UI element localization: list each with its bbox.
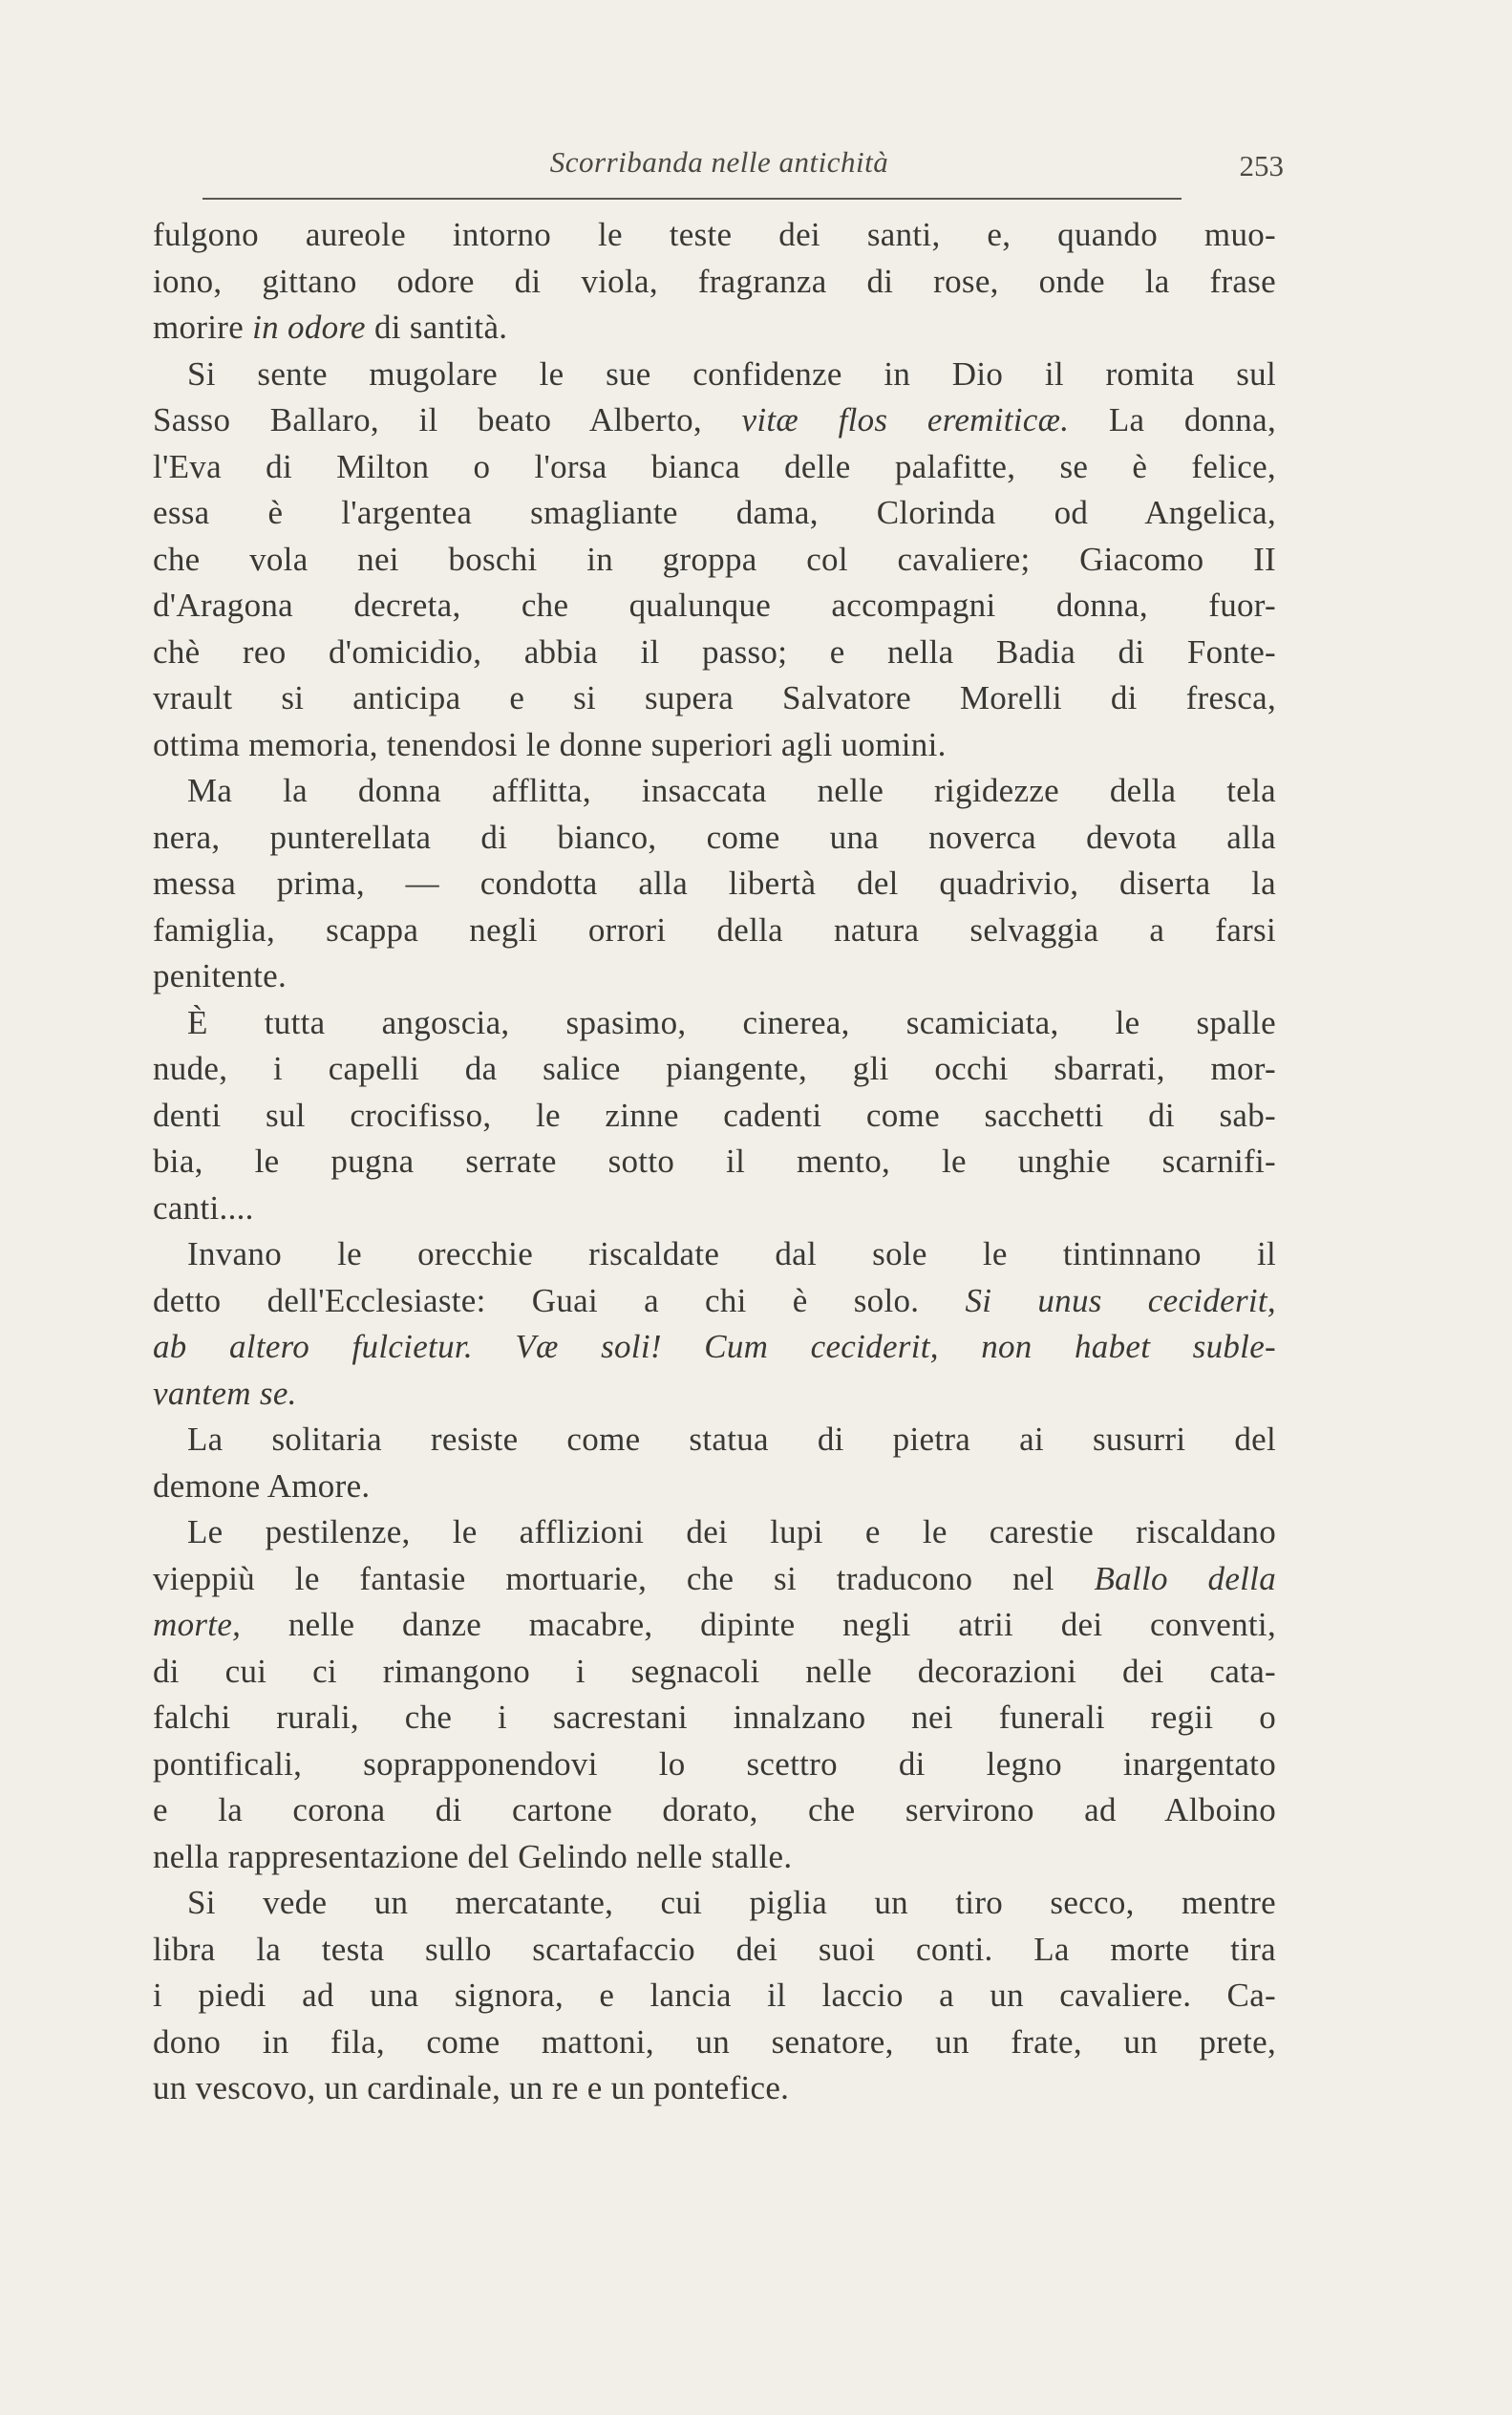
text-line: La solitaria resiste come statua di pietra ai susurri del <box>187 1421 1276 1458</box>
text-line: Si sente mugolare le sue confidenze in Dio il romita sul <box>187 354 1276 393</box>
text-line: falchi rurali, che i sacrestani innalzano nei funerali regii o <box>153 1699 1276 1736</box>
text-line <box>153 1556 1276 1603</box>
body-text <box>153 212 1276 2112</box>
italic-segment: vitæ flos eremiticæ. <box>741 401 1070 438</box>
text-segment: detto dell'Ecclesiaste: Guai a chi è solo. <box>153 1281 966 1319</box>
running-head <box>155 143 1284 182</box>
text-line <box>153 1371 1276 1418</box>
text-line: penitente. <box>153 957 287 994</box>
text-line: d'Aragona decreta, che qualunque accompagni donna, fuor- <box>153 587 1276 624</box>
text-line: essa è l'argentea smagliante dama, Clorinda od Angelica, <box>153 494 1276 531</box>
text-segment: nelle danze macabre, dipinte negli atrii dei conventi, <box>241 1606 1276 1643</box>
italic-segment: in odore <box>252 309 366 346</box>
text-line: fulgono aureole intorno le teste dei santi, e, quando muo- <box>153 216 1276 253</box>
text-line: canti.... <box>153 1188 254 1227</box>
text-line: ottima memoria, tenendosi le donne superiori agli uomini. <box>153 725 947 763</box>
text-line: nera, punterellata di bianco, come una noverca devota alla <box>153 818 1276 856</box>
text-line: demone Amore. <box>153 1466 371 1505</box>
text-line: vrault si anticipa e si supera Salvatore Morelli di fresca, <box>153 679 1276 716</box>
text-line: e la corona di cartone dorato, che servirono ad Alboino <box>153 1791 1276 1828</box>
italic-segment: Ballo della <box>1094 1559 1276 1597</box>
text-line: Ma la donna afflitta, insaccata nelle rigidezze della tela <box>187 772 1276 809</box>
text-line <box>153 1278 1276 1325</box>
text-line: di cui ci rimangono i segnacoli nelle decorazioni dei cata- <box>153 1652 1276 1690</box>
text-line: libra la testa sullo scartafaccio dei suoi conti. La morte tira <box>153 1930 1276 1968</box>
text-line: Le pestilenze, le afflizioni dei lupi e le carestie riscaldano <box>187 1513 1276 1550</box>
text-line: bia, le pugna serrate sotto il mento, le unghie scarnifi- <box>153 1143 1276 1180</box>
text-segment: La donna, <box>1069 401 1276 438</box>
italic-segment: morte, <box>153 1606 242 1643</box>
text-line: Si vede un mercatante, cui piglia un tiro secco, mentre <box>187 1884 1276 1921</box>
text-segment: Sasso Ballaro, il beato Alberto, <box>153 401 742 438</box>
text-segment: vieppiù le fantasie mortuarie, che si traducono nel <box>153 1559 1095 1597</box>
text-line: un vescovo, un cardinale, un re e un pontefice. <box>153 2069 790 2106</box>
running-title: Scorribanda nelle antichità <box>549 145 889 179</box>
page-number: 253 <box>1239 149 1284 182</box>
text-line: chè reo d'omicidio, abbia il passo; e nella Badia di Fonte- <box>153 632 1276 671</box>
text-segment: morire <box>153 309 253 346</box>
italic-segment: Si unus ceciderit, <box>965 1281 1276 1319</box>
text-line: famiglia, scappa negli orrori della natura selvaggia a farsi <box>153 910 1276 949</box>
text-line: denti sul crocifisso, le zinne cadenti come sacchetti di sab- <box>153 1096 1276 1134</box>
text-line: che vola nei boschi in groppa col cavaliere; Giacomo II <box>153 540 1276 578</box>
text-line: messa prima, — condotta alla libertà del quadrivio, diserta la <box>153 865 1276 902</box>
text-line <box>153 1602 1276 1649</box>
header-rule <box>202 198 1182 200</box>
text-line: i piedi ad una signora, e lancia il laccio a un cavaliere. Ca- <box>153 1977 1276 2014</box>
text-line <box>153 397 1276 444</box>
text-line <box>153 305 1276 352</box>
text-line: iono, gittano odore di viola, fragranza di rose, onde la frase <box>153 262 1276 300</box>
text-line: Invano le orecchie riscaldate dal sole le tintinnano il <box>187 1235 1276 1272</box>
text-line: È tutta angoscia, spasimo, cinerea, scamiciata, le spalle <box>187 1003 1276 1041</box>
text-segment: di santità. <box>365 309 508 346</box>
italic-segment: ab altero fulcietur. Væ soli! Cum ceciderit, non habet suble- <box>153 1328 1276 1365</box>
text-line: pontificali, soprapponendovi lo scettro di legno inargentato <box>153 1744 1276 1783</box>
text-line: nella rappresentazione del Gelindo nelle stalle. <box>153 1837 793 1875</box>
text-line: l'Eva di Milton o l'orsa bianca delle palafitte, se è felice, <box>153 447 1276 485</box>
italic-segment: vantem se. <box>153 1374 297 1412</box>
text-line: nude, i capelli da salice piangente, gli occhi sbarrati, mor- <box>153 1050 1276 1087</box>
text-line <box>153 1324 1276 1371</box>
text-line: dono in fila, come mattoni, un senatore, un frate, un prete, <box>153 2022 1276 2061</box>
